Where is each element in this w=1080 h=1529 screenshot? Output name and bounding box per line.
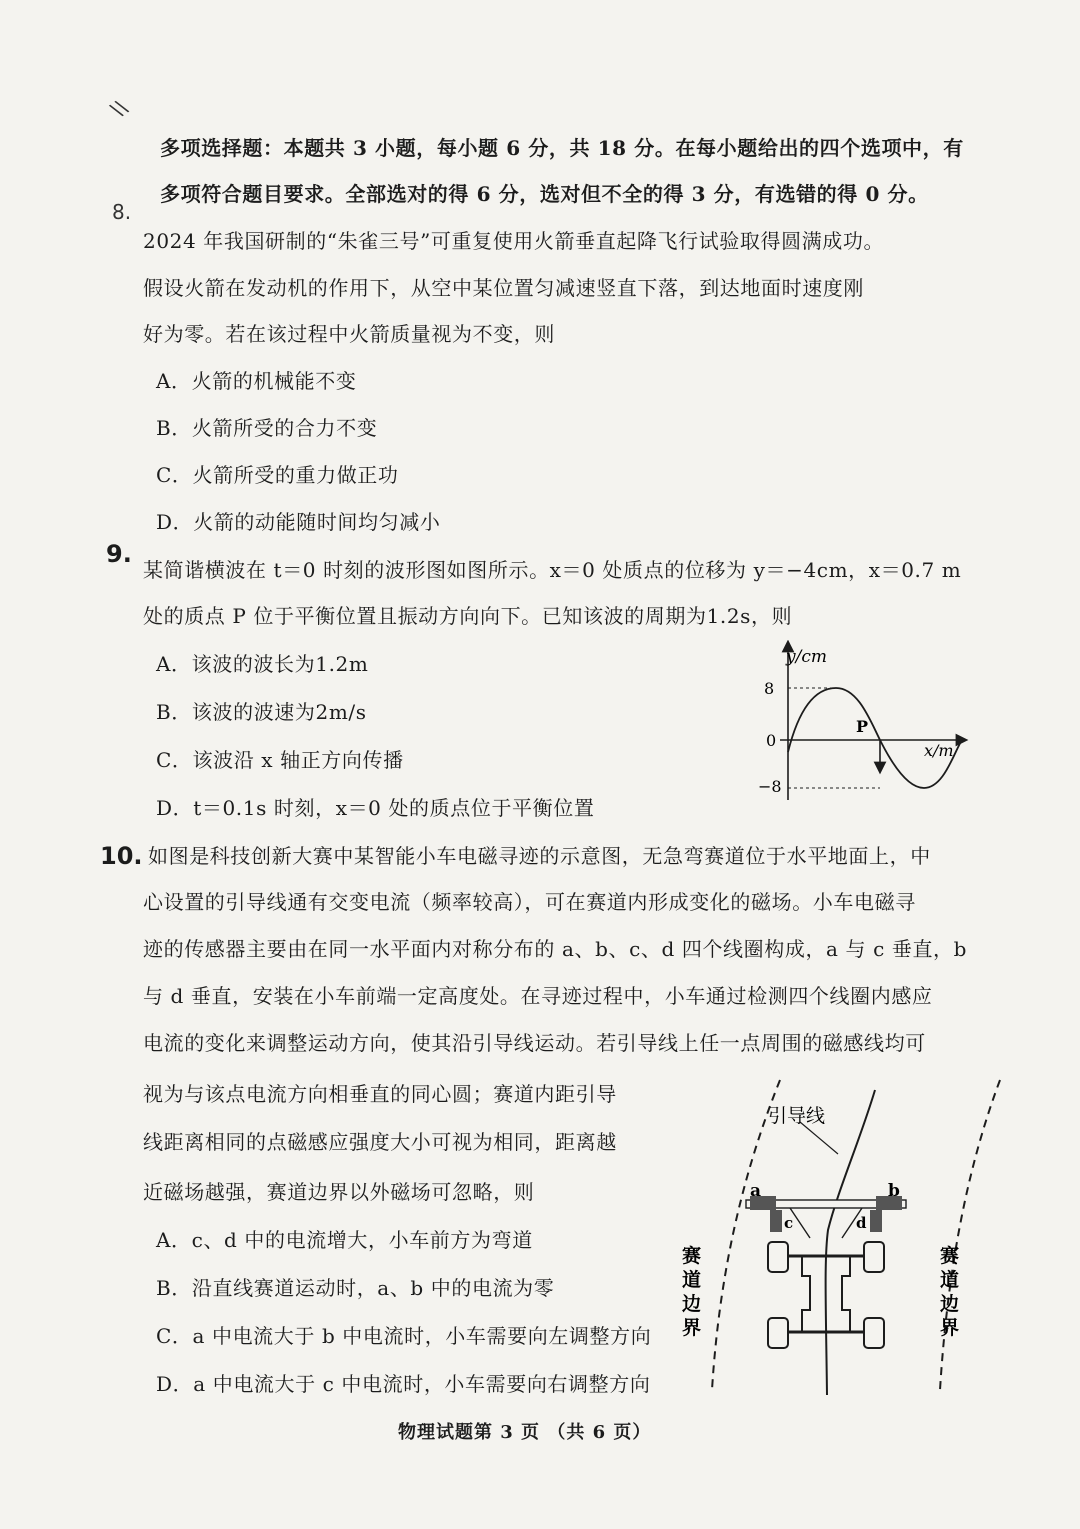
q10-option-a: A．c、d 中的电流增大，小车前方为弯道 bbox=[156, 1228, 533, 1252]
right-boundary-char-1: 赛 bbox=[940, 1245, 960, 1267]
q9-option-b: B．该波的波速为2m/s bbox=[156, 700, 367, 724]
car-track-figure bbox=[670, 1070, 1010, 1400]
coil-c bbox=[770, 1210, 782, 1232]
y-axis-label: y/cm bbox=[786, 647, 827, 667]
q10-stem-line7: 线距离相同的点磁感应强度大小可视为相同，距离越 bbox=[143, 1130, 617, 1154]
q9-number: 9. bbox=[106, 540, 132, 568]
q10-stem-line8: 近磁场越强，赛道边界以外磁场可忽略，则 bbox=[143, 1180, 535, 1204]
handwritten-mark-two: \\ bbox=[106, 94, 132, 122]
q10-option-c: C．a 中电流大于 b 中电流时，小车需要向左调整方向 bbox=[156, 1324, 652, 1348]
wave-curve bbox=[788, 688, 962, 788]
wheel-front-left bbox=[768, 1242, 788, 1272]
guide-wire-label: 引导线 bbox=[768, 1105, 826, 1127]
q8-option-d: D．火箭的动能随时间均匀减小 bbox=[156, 510, 441, 534]
wave-figure bbox=[740, 640, 980, 810]
wheel-rear-right bbox=[864, 1318, 884, 1348]
coil-d bbox=[870, 1210, 882, 1232]
handwritten-mark-eight: 8. bbox=[112, 200, 132, 224]
coil-a-label: a bbox=[750, 1181, 762, 1201]
q10-stem-line3: 迹的传感器主要由在同一水平面内对称分布的 a、b、c、d 四个线圈构成，a 与 c 垂直，b bbox=[143, 937, 968, 961]
tick-neg8: −8 bbox=[758, 777, 782, 796]
q8-stem-line3: 好为零。若在该过程中火箭质量视为不变，则 bbox=[143, 322, 555, 346]
point-p-label: P bbox=[856, 717, 869, 736]
wheel-rear-left bbox=[768, 1318, 788, 1348]
right-track-boundary bbox=[940, 1080, 1000, 1390]
coil-c-label: c bbox=[784, 1214, 794, 1232]
q9-option-c: C．该波沿 x 轴正方向传播 bbox=[156, 748, 404, 772]
q9-stem-line2: 处的质点 P 位于平衡位置且振动方向向下。已知该波的周期为1.2s，则 bbox=[143, 604, 793, 628]
q10-option-d: D．a 中电流大于 c 中电流时，小车需要向右调整方向 bbox=[156, 1372, 651, 1396]
q9-option-a: A．该波的波长为1.2m bbox=[156, 652, 369, 676]
q10-number: 10. bbox=[100, 842, 143, 870]
q10-stem-line5: 电流的变化来调整运动方向，使其沿引导线运动。若引导线上任一点周围的磁感线均可 bbox=[143, 1031, 926, 1055]
q8-stem-line1: 2024 年我国研制的“朱雀三号”可重复使用火箭垂直起降飞行试验取得圆满成功。 bbox=[143, 229, 885, 253]
q10-option-b: B．沿直线赛道运动时，a、b 中的电流为零 bbox=[156, 1276, 555, 1300]
x-axis-label: x/m bbox=[924, 741, 954, 760]
right-boundary-char-3: 边 bbox=[940, 1293, 960, 1315]
left-boundary-char-4: 界 bbox=[682, 1317, 702, 1339]
tick-8: 8 bbox=[764, 679, 775, 698]
page-footer: 物理试题第 3 页 （共 6 页） bbox=[398, 1422, 652, 1443]
q10-stem-line4: 与 d 垂直，安装在小车前端一定高度处。在寻迹过程中，小车通过检测四个线圈内感应 bbox=[143, 984, 933, 1008]
left-boundary-char-3: 边 bbox=[682, 1293, 702, 1315]
section-instructions-line2: 多项符合题目要求。全部选对的得 6 分，选对但不全的得 3 分，有选错的得 0 分。 bbox=[160, 182, 929, 206]
section-instructions-line1: 多项选择题：本题共 3 小题，每小题 6 分，共 18 分。在每小题给出的四个选项中，有 bbox=[160, 136, 964, 160]
q8-option-b: B．火箭所受的合力不变 bbox=[156, 416, 378, 440]
coil-d-label: d bbox=[856, 1214, 867, 1232]
q8-option-a: A．火箭的机械能不变 bbox=[156, 369, 357, 393]
left-boundary-char-2: 道 bbox=[682, 1269, 702, 1291]
q10-stem-line1: 如图是科技创新大赛中某智能小车电磁寻迹的示意图，无急弯赛道位于水平地面上，中 bbox=[148, 844, 931, 868]
q9-option-d: D．t＝0.1s 时刻，x＝0 处的质点位于平衡位置 bbox=[156, 796, 595, 820]
q8-option-c: C．火箭所受的重力做正功 bbox=[156, 463, 399, 487]
q10-stem-line6: 视为与该点电流方向相垂直的同心圆；赛道内距引导 bbox=[143, 1082, 617, 1106]
right-boundary-char-2: 道 bbox=[940, 1269, 960, 1291]
coil-b-label: b bbox=[888, 1181, 900, 1201]
q10-stem-line2: 心设置的引导线通有交变电流（频率较高），可在赛道内形成变化的磁场。小车电磁寻 bbox=[143, 890, 916, 914]
right-boundary-char-4: 界 bbox=[940, 1317, 960, 1339]
left-boundary-char-1: 赛 bbox=[682, 1245, 702, 1267]
tick-0: 0 bbox=[766, 731, 777, 750]
q9-stem-line1: 某简谐横波在 t＝0 时刻的波形图如图所示。x＝0 处质点的位移为 y＝−4cm，x＝0.7 m bbox=[143, 558, 962, 582]
wheel-front-right bbox=[864, 1242, 884, 1272]
q8-stem-line2: 假设火箭在发动机的作用下，从空中某位置匀减速竖直下落，到达地面时速度刚 bbox=[143, 276, 864, 300]
